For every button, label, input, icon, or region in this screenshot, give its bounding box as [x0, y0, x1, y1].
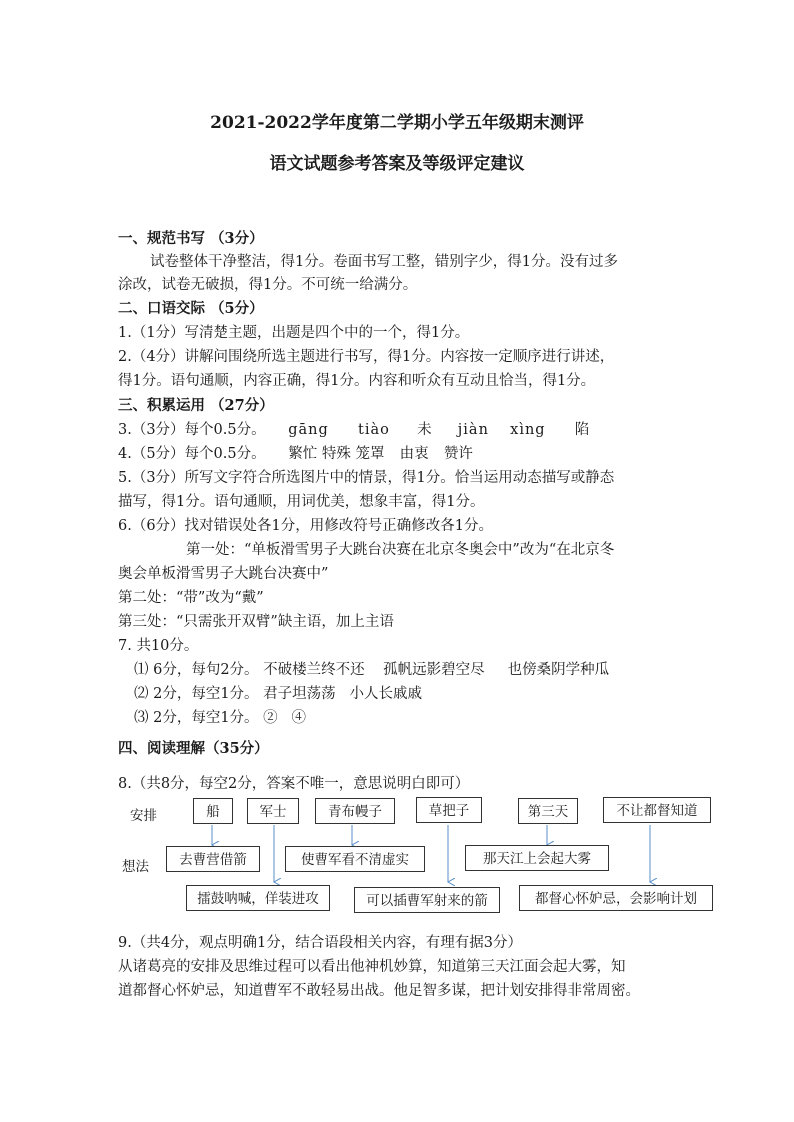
q3-prefix: 3.（3分）每个0.5分。: [118, 422, 266, 438]
q4-prefix: 4.（5分）每个0.5分。: [118, 446, 266, 462]
q6-line2: 第一处：“单板滑雪男子大跳台决赛在北京冬奥会中”改为“在北京冬: [186, 542, 615, 558]
label-arrange: 安排: [130, 808, 157, 824]
q4-word: 赞许: [443, 446, 473, 462]
q4-word: 由衷: [399, 446, 429, 462]
arrange-box: 不让都督知道: [603, 797, 711, 823]
q6-line1: 6.（6分）找对错误处各1分，用修改符号正确修改各1分。: [118, 518, 494, 534]
q8-heading: 8.（共8分，每空2分，答案不唯一，意思说明白即可）: [118, 776, 470, 792]
q6-line3: 奥会单板滑雪男子大跳台决赛中”: [118, 566, 329, 582]
section3-heading: 三、积累运用 （27分）: [118, 397, 274, 414]
section4-heading: 四、阅读理解（35分）: [118, 740, 269, 757]
q6-line4: 第二处：“带”改为“戴”: [118, 590, 264, 606]
arrange-box: 船: [193, 798, 233, 824]
section1-line1: 试卷整体干净整洁，得1分。卷面书写工整，错别字少，得1分。没有过多: [150, 254, 618, 270]
q4-word: 笼罩: [355, 446, 385, 462]
label-thought: 想法: [122, 859, 149, 875]
doc-subtitle: 语文试题参考答案及等级评定建议: [269, 154, 525, 174]
arrange-box: 军士: [247, 798, 299, 824]
q6-line5: 第三处：“只需张开双臂”缺主语，加上主语: [118, 614, 394, 630]
q7-heading: 7. 共10分。: [118, 638, 199, 654]
thought-box: 去曹营借箭: [166, 846, 260, 872]
section2-line3: 得1分。语句通顺，内容正确，得1分。内容和听众有互动且恰当，得1分。: [118, 373, 596, 389]
q5-line1: 5.（3分）所写文字符合所选图片中的情景，得1分。恰当运用动态描写或静态: [118, 470, 615, 486]
q7-part1: ⑴ 6分，每句2分。 不破楼兰终不还 孤帆远影碧空尽 也傍桑阴学种瓜: [134, 662, 610, 678]
q7-part3: ⑶ 2分，每空1分。 ② ④: [134, 710, 306, 726]
q5-line2: 描写，得1分。语句通顺，用词优美，想象丰富，得1分。: [118, 494, 485, 510]
section1-line2: 涂改，试卷无破损，得1分。不可统一给满分。: [118, 277, 418, 293]
q3-answer: gāng: [288, 422, 329, 438]
arrange-box: 第三天: [518, 798, 578, 824]
section2-line2: 2.（4分）讲解问围绕所选主题进行书写，得1分。内容按一定顺序进行讲述，: [118, 349, 615, 365]
thought-box: 使曹军看不清虚实: [285, 846, 425, 872]
thought-box: 擂鼓呐喊，佯装进攻: [186, 885, 330, 911]
section2-line1: 1.（1分）写清楚主题，出题是四个中的一个，得1分。: [118, 325, 470, 341]
arrange-box: 草把子: [416, 797, 482, 823]
q9-line2: 道都督心怀妒忌，知道曹军不敢轻易出战。他足智多谋，把计划安排得非常周密。: [118, 983, 640, 999]
thought-box: 可以插曹军射来的箭: [354, 887, 500, 913]
q4-word: 繁忙: [288, 446, 318, 462]
q3-answer: xìng: [510, 422, 546, 438]
q3-answer: 未: [417, 422, 433, 438]
thought-box: 都督心怀妒忌，会影响计划: [519, 885, 713, 911]
thought-box: 那天江上会起大雾: [465, 845, 609, 871]
q9-heading: 9.（共4分，观点明确1分，结合语段相关内容，有理有据3分）: [118, 935, 523, 951]
q3-answer: 陷: [574, 422, 591, 438]
doc-title: 2021-2022学年度第二学期小学五年级期末测评: [210, 113, 584, 133]
arrange-box: 青布幔子: [315, 798, 395, 824]
q7-part2: ⑵ 2分，每空1分。 君子坦荡荡 小人长戚戚: [134, 686, 422, 702]
q4-word: 特殊: [321, 446, 351, 462]
q3-answer: jiàn: [457, 422, 489, 438]
q3-answer: tiào: [358, 422, 390, 438]
q9-line1: 从诸葛亮的安排及思维过程可以看出他神机妙算，知道第三天江面会起大雾，知: [118, 959, 626, 975]
section2-heading: 二、口语交际 （5分）: [118, 300, 264, 317]
section1-heading: 一、规范书写 （3分）: [118, 230, 264, 247]
